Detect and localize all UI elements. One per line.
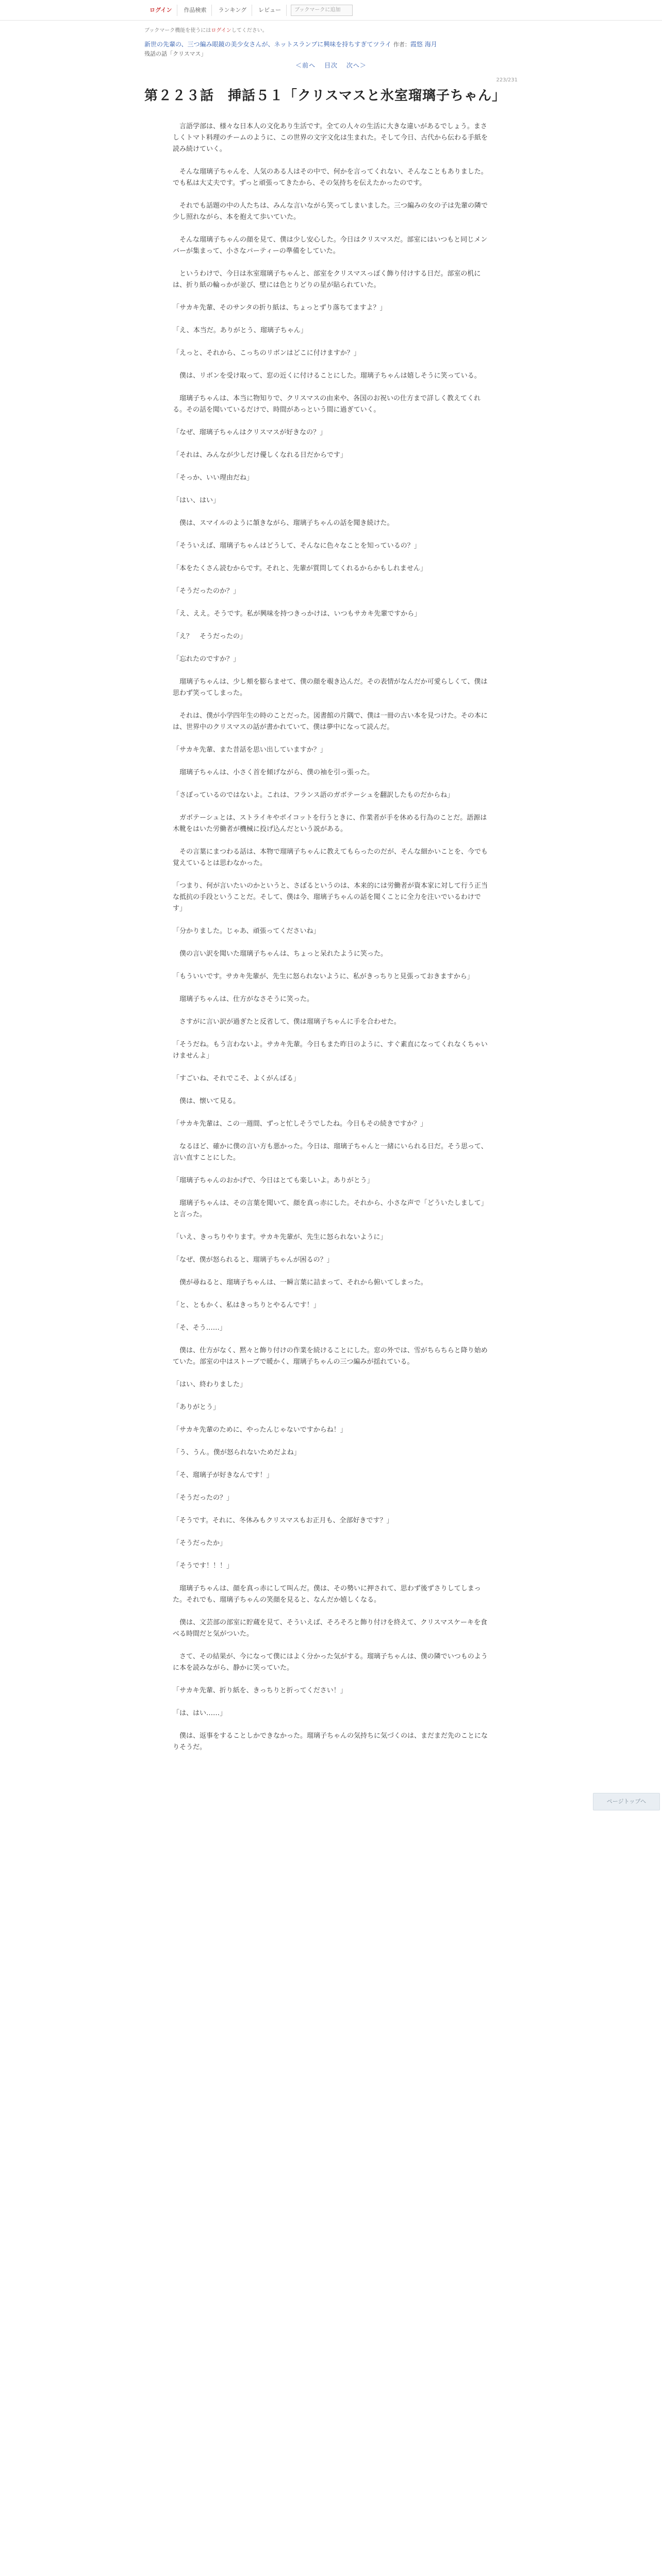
body-paragraph: それでも話題の中の人たちは、みんな言いながら笑ってしまいました。三つ編みの女の子は先輩の隣で少し照れながら、本を抱えて歩いていた。 xyxy=(173,202,488,221)
body-paragraph: 瑠璃子ちゃんは、少し頬を膨らませて、僕の顔を覗き込んだ。その表情がなんだか可愛らしくて、僕は思わず笑ってしまった。 xyxy=(173,678,488,697)
chapter-title: 第２２３話 挿話５１「クリスマスと氷室瑠璃子ちゃん」 xyxy=(144,88,506,104)
chapter-number: 223/231 xyxy=(496,77,518,83)
body-paragraph: 「はい、はい」 xyxy=(173,497,220,504)
series-header xyxy=(144,26,518,58)
top-bar xyxy=(0,0,662,21)
next-link[interactable]: 次へ＞ xyxy=(346,62,367,69)
series-title-row: 新世の先輩の、三つ編み眼鏡の美少女さんが、ネットスランプに興味を持ちすぎてツライ 作者：霞悠 海月 xyxy=(144,41,437,48)
novel-text xyxy=(173,121,489,1753)
body-paragraph: 「もういいです。サカキ先輩が、先生に怒られないように、私がきっちりと見張っておきますから」 xyxy=(173,973,474,980)
body-paragraph: 「そうだね。もう言わないよ。サカキ先輩。今日もまた昨日のように、すぐ素直になってくれなくちゃいけませんよ」 xyxy=(173,1041,488,1060)
body-paragraph: 「それは、みんなが少しだけ優しくなれる日だからです」 xyxy=(173,451,347,459)
nav-review[interactable]: レビュー xyxy=(253,5,287,16)
body-paragraph: 「サカキ先輩、折り紙を、きっちりと折ってください！」 xyxy=(173,1687,347,1694)
body-paragraph: 「サカキ先輩、また昔話を思い出していますか？」 xyxy=(173,746,327,754)
body-paragraph: 「そういえば、瑠璃子ちゃんはどうして、そんなに色々なことを知っているの？」 xyxy=(173,542,421,550)
body-paragraph: 「え？ そうだったの」 xyxy=(173,633,247,640)
body-paragraph: 「分かりました。じゃあ、頑張ってくださいね」 xyxy=(173,927,320,935)
body-paragraph: 「は、はい……」 xyxy=(173,1709,227,1717)
body-paragraph: 「そうです。それに、冬休みもクリスマスもお正月も、全部好きです？」 xyxy=(173,1517,393,1524)
body-paragraph: 「はい、終わりました」 xyxy=(173,1381,247,1388)
body-paragraph: 「すごいね、それでこそ、よくがんばる」 xyxy=(173,1075,300,1082)
body-paragraph: 「う、うん。僕が怒られないためだよね」 xyxy=(173,1449,301,1456)
body-paragraph: その言葉にまつわる話は、本物で瑠璃子ちゃんに教えてもらったのだが、そんな細かいことを、今でも覚えているとは思わなかった。 xyxy=(173,848,488,867)
body-paragraph: 瑠璃子ちゃんは、小さく首を傾げながら、僕の袖を引っ張った。 xyxy=(173,769,374,776)
body-paragraph: 瑠璃子ちゃんは、仕方がなさそうに笑った。 xyxy=(173,995,314,1003)
body-paragraph: 「そ、そう……」 xyxy=(173,1324,226,1332)
body-paragraph: 「そうだったの？」 xyxy=(173,1494,234,1502)
body-paragraph: ガボテーシュとは、ストライキやボイコットを行うときに、作業者が手を休める行為のことだ。語源は木靴をはいた労働者が機械に投げ込んだという説がある。 xyxy=(173,814,487,833)
body-paragraph: 「なぜ、瑠璃子ちゃんはクリスマスが好きなの？」 xyxy=(173,429,327,436)
body-paragraph: 瑠璃子ちゃんは、顔を真っ赤にして叫んだ。僕は、その勢いに押されて、思わず後ずさりしてしまった。それでも、瑠璃子ちゃんの笑顔を見ると、なんだか嬉しくなる。 xyxy=(173,1585,481,1604)
body-paragraph: 「サカキ先輩、そのサンタの折り紙は、ちょっとずり落ちてますよ？」 xyxy=(173,304,387,312)
body-paragraph: 言語学部は、様々な日本人の文化あり生活です。全ての人々の生活に大きな違いがあるでしょう。まさしくトマト料理のチームのように、この世界の文字文化は生まれた。そして今日、古代から伝わる手紙を読み続けていく。 xyxy=(173,123,488,153)
notice-login-link[interactable]: ログイン xyxy=(211,28,231,33)
nav-ranking[interactable]: ランキング xyxy=(213,5,252,16)
body-paragraph: 「つまり、何が言いたいのかというと、さぼるというのは、本来的には労働者が資本家に対して行う正当な抵抗の手段ということだ。そして、僕は今、瑠璃子ちゃんの話を聞くことに全力を注いでいるわけです」 xyxy=(173,882,488,912)
body-paragraph: 僕は、スマイルのように頷きながら、瑠璃子ちゃんの話を聞き続けた。 xyxy=(173,519,394,527)
bookmark-notice: ブックマーク機能を使うにはログインしてください。 xyxy=(144,28,268,33)
body-paragraph: 「そうだったのか？」 xyxy=(173,587,240,595)
body-paragraph: 「忘れたのですか？」 xyxy=(173,655,240,663)
body-paragraph: 「ありがとう」 xyxy=(173,1403,220,1411)
series-title[interactable]: 新世の先輩の、三つ編み眼鏡の美少女さんが、ネットスランプに興味を持ちすぎてツライ xyxy=(144,41,392,48)
body-paragraph: 瑠璃子ちゃんは、その言葉を聞いて、顔を真っ赤にした。それから、小さな声で「どういたしまして」と言った。 xyxy=(173,1199,488,1218)
body-paragraph: そんな瑠璃子ちゃんの顔を見て、僕は少し安心した。今日はクリスマスだ。部室にはいつもと同じメンバーが集まって、小さなパーティーの準備をしていた。 xyxy=(173,236,488,255)
toc-link[interactable]: 目次 xyxy=(324,62,338,69)
body-paragraph: 「いえ、きっちりやります。サカキ先輩が、先生に怒られないように」 xyxy=(173,1233,387,1241)
body-paragraph: 「サカキ先輩は、この一週間、ずっと忙しそうでしたね。今日もその続きですか？」 xyxy=(173,1120,427,1128)
nav-search[interactable]: 作品検索 xyxy=(178,5,212,16)
pager-top xyxy=(144,61,518,70)
body-paragraph: 瑠璃子ちゃんは、本当に物知りで、クリスマスの由来や、各国のお祝いの仕方まで詳しく教えてくれる。その話を聞いているだけで、時間があっという間に過ぎていく。 xyxy=(173,395,481,414)
login-button[interactable]: ログイン xyxy=(144,5,177,16)
episode-line: 残話の話「クリスマス」 xyxy=(144,50,207,57)
body-paragraph: それは、僕が小学四年生の時のことだった。図書館の片隅で、僕は一冊の古い本を見つけた。その本には、世界中のクリスマスの話が書かれていて、僕は夢中になって読んだ。 xyxy=(173,712,488,731)
body-paragraph: 僕は、懐いて見る。 xyxy=(173,1097,240,1105)
body-paragraph: 僕が尋ねると、瑠璃子ちゃんは、一瞬言葉に詰まって、それから俯いてしまった。 xyxy=(173,1279,427,1286)
body-paragraph: 「と、ともかく、私はきっちりとやるんです！」 xyxy=(173,1301,320,1309)
body-paragraph: 「えっと、それから、こっちのリボンはどこに付けますか？」 xyxy=(173,349,360,357)
body-paragraph: というわけで、今日は氷室瑠璃子ちゃんと、部室をクリスマスっぽく飾り付けする日だ。部室の机には、折り紙の輪っかが並び、壁には色とりどりの星が貼られていた。 xyxy=(173,270,481,289)
page-top-button[interactable]: ページトップへ xyxy=(593,1793,660,1810)
body-paragraph: そんな瑠璃子ちゃんを、人気のある人はその中で、何かを言ってくれない、そんなこともありました。でも私は大丈夫です。ずっと頑張ってきたから、その気持ちを伝えたかったのです。 xyxy=(173,168,488,187)
body-paragraph: 「そ、瑠璃子が好きなんです！」 xyxy=(173,1471,273,1479)
top-nav xyxy=(144,3,353,18)
author-link[interactable]: 霞悠 海月 xyxy=(410,41,437,48)
body-paragraph: 「サカキ先輩のために、やったんじゃないですからね！」 xyxy=(173,1426,347,1434)
body-paragraph: 「そっか、いい理由だね」 xyxy=(173,474,254,482)
body-paragraph: なるほど、確かに僕の言い方も悪かった。今日は、瑠璃子ちゃんと一緒にいられる日だ。そう思って、言い直すことにした。 xyxy=(173,1143,488,1162)
body-paragraph: 僕は、文芸部の部室に貯蔵を見て、そういえば、そろそろと飾り付けを終えて、クリスマスケーキを食べる時間だと気がついた。 xyxy=(173,1619,487,1638)
novel-body xyxy=(173,121,546,1765)
body-paragraph: 僕は、仕方がなく、黙々と飾り付けの作業を続けることにした。窓の外では、雪がちらちらと降り始めていた。部室の中はストーブで暖かく、瑠璃子ちゃんの三つ編みが揺れている。 xyxy=(173,1347,488,1366)
body-paragraph: 「瑠璃子ちゃんのおかげで、今日はとても楽しいよ。ありがとう」 xyxy=(173,1177,374,1184)
body-paragraph: 「え、本当だ。ありがとう、瑠璃子ちゃん」 xyxy=(173,327,307,334)
body-paragraph: さすがに言い訳が過ぎたと反省して、僕は瑠璃子ちゃんに手を合わせた。 xyxy=(173,1018,401,1026)
body-paragraph: 僕は、返事をすることしかできなかった。瑠璃子ちゃんの気持ちに気づくのは、まだまだ先のことになりそうだ。 xyxy=(173,1732,488,1751)
body-paragraph: 「え、ええ。そうです。私が興味を持つきっかけは、いつもサカキ先輩ですから」 xyxy=(173,610,421,618)
body-paragraph: 「本をたくさん読むからです。それと、先輩が質問してくれるからかもしれません」 xyxy=(173,565,427,572)
body-paragraph: 「そうだったか」 xyxy=(173,1539,227,1547)
body-paragraph: 「なぜ、僕が怒られると、瑠璃子ちゃんが困るの？」 xyxy=(173,1256,334,1264)
body-paragraph: 僕は、リボンを受け取って、窓の近くに付けることにした。瑠璃子ちゃんは嬉しそうに笑っている。 xyxy=(173,372,481,380)
chapter-heading xyxy=(144,77,518,104)
body-paragraph: 「さぼっているのではないよ。これは、フランス語のガボテーシュを翻訳したものだからね」 xyxy=(173,791,454,799)
body-paragraph: さて、その結果が、今になって僕にはよく分かった気がする。瑠璃子ちゃんは、僕の隣でいつものように本を読みながら、静かに笑っていた。 xyxy=(173,1653,488,1672)
body-paragraph: 「そうです！！！」 xyxy=(173,1562,234,1570)
body-paragraph: 僕の言い訳を聞いた瑠璃子ちゃんは、ちょっと呆れたように笑った。 xyxy=(173,950,388,958)
bookmark-field[interactable]: ブックマークに追加 xyxy=(291,5,353,16)
prev-link[interactable]: ＜前へ xyxy=(295,62,316,69)
